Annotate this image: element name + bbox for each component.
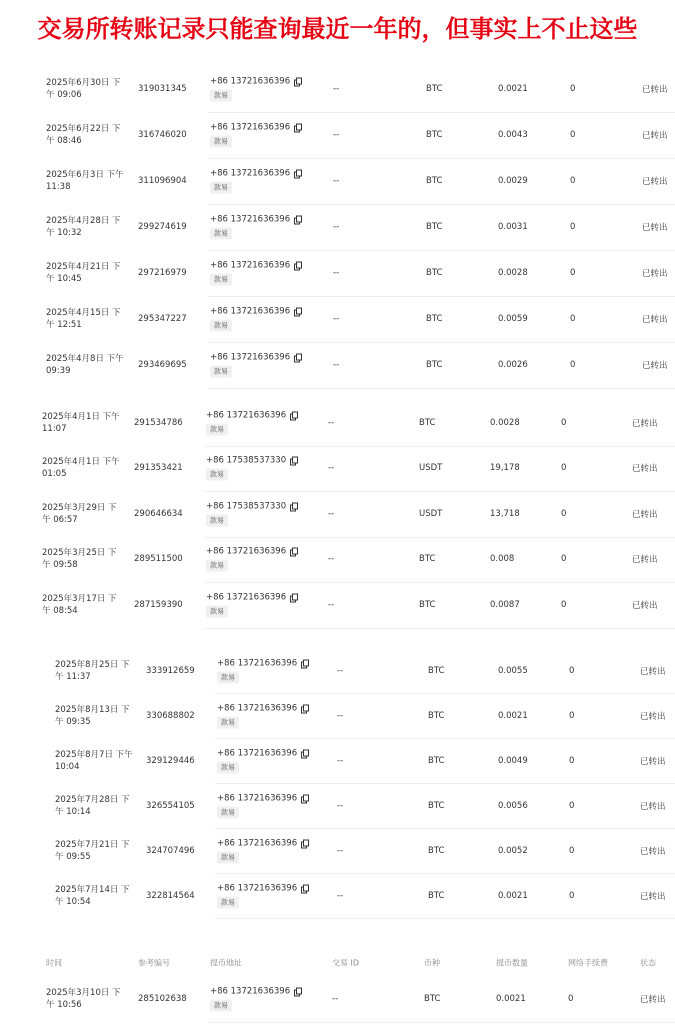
table-row (0, 693, 675, 738)
row-status: 已转出 (632, 555, 658, 565)
address-line (217, 658, 307, 668)
copy-icon[interactable] (290, 457, 296, 465)
row-address (217, 748, 307, 773)
row-fee: 0 (561, 463, 567, 473)
address-line (217, 703, 307, 713)
address-phone: +86 13721636396 (210, 168, 291, 178)
row-time: 2025年4月1日 下午01:05 (42, 457, 120, 479)
row-status: 已转出 (642, 130, 668, 141)
row-amount: 0.0021 (496, 993, 526, 1004)
row-time: 2025年4月8日 下午09:39 (46, 353, 124, 376)
row-status: 已转出 (632, 600, 658, 611)
address-tag: 款易 (206, 560, 228, 572)
table-row (0, 648, 675, 693)
address-phone: +86 13721636396 (210, 76, 291, 86)
address-phone: +86 13721636396 (210, 352, 291, 362)
row-fee: 0 (570, 267, 576, 278)
row-coin: BTC (428, 665, 445, 676)
row-transaction-id: -- (337, 665, 344, 676)
address-tag: 款易 (217, 761, 239, 773)
row-amount: 0.0021 (498, 710, 528, 721)
row-transaction-id: -- (337, 890, 344, 901)
address-line (217, 793, 307, 803)
row-transaction-id: -- (332, 993, 339, 1004)
row-amount: 0.0028 (490, 417, 520, 428)
row-reference-id: 326554105 (146, 800, 195, 811)
row-status: 已转出 (640, 994, 666, 1005)
row-coin: BTC (426, 129, 443, 140)
address-tag: 款易 (210, 227, 232, 239)
table-header (0, 953, 675, 973)
row-status: 已转出 (632, 509, 658, 520)
row-status: 已转出 (642, 360, 668, 371)
row-coin: BTC (428, 845, 445, 856)
row-transaction-id: -- (333, 221, 340, 232)
address-tag: 款易 (210, 999, 232, 1011)
address-line (210, 76, 300, 86)
address-tag: 款易 (210, 89, 232, 101)
row-coin: BTC (426, 175, 443, 186)
row-reference-id: 316746020 (138, 129, 187, 140)
row-address (206, 592, 296, 617)
title-banner: 交易所转账记录只能查询最近一年的，但事实上不止这些 (37, 14, 638, 43)
row-reference-id: 295347227 (138, 313, 187, 324)
address-line (210, 214, 300, 224)
row-reference-id: 290646634 (134, 508, 183, 519)
address-tag: 款易 (217, 716, 239, 728)
address-phone: +86 13721636396 (217, 793, 298, 803)
row-transaction-id: -- (337, 710, 344, 721)
row-status: 已转出 (632, 418, 658, 429)
row-fee: 0 (569, 890, 575, 901)
row-transaction-id: -- (328, 508, 335, 519)
table-row (0, 976, 675, 1021)
address-phone: +86 13721636396 (210, 306, 291, 316)
table-row (0, 873, 675, 918)
row-address (217, 703, 307, 728)
row-status: 已转出 (642, 84, 668, 95)
address-line (210, 986, 300, 996)
row-address (210, 168, 300, 193)
address-line (210, 168, 300, 178)
address-phone: +86 13721636396 (217, 883, 298, 893)
table-row (0, 537, 675, 582)
row-amount: 0.008 (490, 554, 515, 564)
row-transaction-id: -- (333, 359, 340, 370)
row-address (206, 501, 296, 526)
address-tag: 款易 (210, 319, 232, 331)
address-line (206, 547, 296, 557)
row-status: 已转出 (642, 314, 668, 325)
row-fee: 0 (569, 710, 575, 721)
row-fee: 0 (561, 599, 567, 610)
row-address (206, 547, 296, 572)
copy-icon[interactable] (301, 839, 307, 847)
row-address (206, 410, 296, 435)
row-time: 2025年4月15日 下午 12:51 (46, 307, 121, 330)
row-transaction-id: -- (337, 845, 344, 856)
table-row (0, 204, 675, 249)
row-fee: 0 (570, 359, 576, 370)
row-transaction-id: -- (328, 554, 335, 564)
copy-icon[interactable] (294, 261, 300, 269)
row-time: 2025年3月29日 下午 06:57 (42, 502, 117, 525)
row-coin: BTC (428, 710, 445, 721)
row-coin: USDT (419, 463, 443, 473)
table-row (0, 783, 675, 828)
row-address (210, 352, 300, 377)
row-transaction-id: -- (328, 463, 335, 473)
header-status: 状态 (640, 958, 656, 968)
header-amount: 提币数量 (496, 958, 528, 968)
row-amount: 0.0029 (498, 175, 528, 186)
row-status: 已转出 (640, 756, 666, 767)
row-reference-id: 289511500 (134, 554, 183, 564)
address-tag: 款易 (210, 181, 232, 193)
row-coin: BTC (426, 221, 443, 232)
copy-icon[interactable] (301, 794, 307, 802)
row-reference-id: 322814564 (146, 890, 195, 901)
row-reference-id: 319031345 (138, 83, 187, 94)
row-reference-id: 291534786 (134, 417, 183, 428)
header-txid: 交易 ID (332, 958, 360, 968)
table-row (0, 582, 675, 627)
row-amount: 0.0087 (490, 599, 520, 610)
row-transaction-id: -- (333, 175, 340, 186)
row-reference-id: 293469695 (138, 359, 187, 370)
row-coin: BTC (419, 417, 436, 428)
copy-icon[interactable] (290, 502, 296, 510)
row-address (206, 456, 296, 481)
address-line (217, 883, 307, 893)
row-reference-id: 285102638 (138, 993, 187, 1004)
copy-icon[interactable] (294, 987, 300, 995)
row-status: 已转出 (640, 846, 666, 857)
copy-icon[interactable] (301, 884, 307, 892)
header-time: 时间 (46, 958, 62, 968)
row-coin: BTC (426, 313, 443, 324)
row-coin: BTC (419, 554, 436, 564)
row-fee: 0 (569, 845, 575, 856)
row-address (210, 76, 300, 101)
row-coin: BTC (424, 993, 441, 1004)
table-row (0, 446, 675, 491)
copy-icon[interactable] (301, 749, 307, 757)
address-line (206, 456, 296, 466)
copy-icon[interactable] (294, 169, 300, 177)
row-address (217, 658, 307, 683)
row-coin: BTC (428, 890, 445, 901)
address-tag: 款易 (210, 135, 232, 147)
copy-icon[interactable] (294, 215, 300, 223)
row-address (210, 122, 300, 147)
row-time: 2025年3月25日 下午 09:58 (42, 548, 117, 570)
address-line (217, 748, 307, 758)
address-tag: 款易 (206, 469, 228, 481)
row-status: 已转出 (640, 801, 666, 812)
copy-icon[interactable] (290, 548, 296, 556)
row-reference-id: 287159390 (134, 599, 183, 610)
row-fee: 0 (569, 755, 575, 766)
address-tag: 款易 (217, 671, 239, 683)
row-divider (208, 1022, 675, 1023)
row-time: 2025年7月21日 下午 09:55 (55, 839, 130, 862)
row-time: 2025年4月21日 下午 10:45 (46, 261, 121, 284)
table-row (0, 491, 675, 536)
row-time: 2025年4月28日 下午 10:32 (46, 215, 121, 238)
address-line (206, 501, 296, 511)
row-reference-id: 324707496 (146, 845, 195, 856)
row-status: 已转出 (640, 891, 666, 902)
row-fee: 0 (561, 417, 567, 428)
copy-icon[interactable] (301, 704, 307, 712)
table-row (0, 158, 675, 203)
row-transaction-id: -- (333, 83, 340, 94)
row-status: 已转出 (642, 176, 668, 187)
row-time: 2025年6月3日 下午11:38 (46, 169, 124, 192)
row-amount: 13,718 (490, 508, 520, 519)
address-line (206, 592, 296, 602)
row-coin: BTC (419, 599, 436, 610)
row-transaction-id: -- (337, 800, 344, 811)
row-time: 2025年3月10日 下午 10:56 (46, 987, 121, 1010)
row-reference-id: 299274619 (138, 221, 187, 232)
row-fee: 0 (570, 129, 576, 140)
row-status: 已转出 (632, 464, 658, 474)
row-reference-id: 330688802 (146, 710, 195, 721)
row-amount: 0.0028 (498, 267, 528, 278)
address-tag: 款易 (206, 423, 228, 435)
address-phone: +86 13721636396 (217, 748, 298, 758)
table-row (0, 828, 675, 873)
row-transaction-id: -- (328, 599, 335, 610)
address-phone: +86 13721636396 (206, 546, 287, 557)
address-line (217, 838, 307, 848)
address-phone: +86 13721636396 (217, 838, 298, 848)
table-row (0, 738, 675, 783)
table-row (0, 66, 675, 111)
row-divider (208, 388, 675, 389)
row-divider (215, 918, 675, 919)
address-phone: +86 13721636396 (206, 410, 287, 420)
header-fee: 网络手续费 (568, 958, 608, 968)
row-address (217, 883, 307, 908)
row-transaction-id: -- (333, 313, 340, 324)
row-status: 已转出 (640, 666, 666, 677)
row-coin: BTC (428, 800, 445, 811)
header-coin: 币种 (424, 958, 440, 968)
address-line (206, 410, 296, 420)
row-fee: 0 (570, 313, 576, 324)
address-phone: +86 17538537330 (206, 501, 287, 511)
row-coin: BTC (426, 83, 443, 94)
address-phone: +86 13721636396 (210, 214, 291, 224)
row-amount: 0.0026 (498, 359, 528, 370)
row-time: 2025年7月14日 下午 10:54 (55, 884, 130, 907)
row-divider (204, 628, 675, 629)
row-time: 2025年8月25日 下午 11:37 (55, 659, 130, 682)
row-amount: 19,178 (490, 463, 520, 473)
row-fee: 0 (561, 554, 567, 564)
header-ref: 参考编号 (138, 958, 170, 968)
table-row (0, 342, 675, 387)
copy-icon[interactable] (294, 123, 300, 131)
row-time: 2025年8月13日 下午 09:35 (55, 704, 130, 727)
row-amount: 0.0056 (498, 800, 528, 811)
row-fee: 0 (569, 665, 575, 676)
copy-icon[interactable] (294, 77, 300, 85)
row-transaction-id: -- (328, 417, 335, 428)
row-fee: 0 (570, 221, 576, 232)
row-address (210, 260, 300, 285)
address-phone: +86 13721636396 (217, 703, 298, 713)
row-address (210, 214, 300, 239)
row-fee: 0 (570, 175, 576, 186)
row-address (217, 793, 307, 818)
row-reference-id: 333912659 (146, 665, 195, 676)
row-amount: 0.0052 (498, 845, 528, 856)
address-tag: 款易 (206, 605, 228, 617)
address-line (210, 306, 300, 316)
row-time: 2025年3月17日 下午 08:54 (42, 593, 117, 616)
address-phone: +86 13721636396 (210, 986, 291, 996)
table-row (0, 296, 675, 341)
row-transaction-id: -- (333, 129, 340, 140)
row-coin: USDT (419, 508, 443, 519)
address-phone: +86 17538537330 (206, 455, 287, 466)
copy-icon[interactable] (294, 307, 300, 315)
address-tag: 款易 (217, 851, 239, 863)
row-amount: 0.0021 (498, 890, 528, 901)
row-amount: 0.0031 (498, 221, 528, 232)
row-amount: 0.0049 (498, 755, 528, 766)
row-status: 已转出 (640, 711, 666, 722)
row-amount: 0.0021 (498, 83, 528, 94)
address-tag: 款易 (217, 806, 239, 818)
row-status: 已转出 (642, 268, 668, 279)
address-phone: +86 13721636396 (210, 122, 291, 132)
address-phone: +86 13721636396 (206, 592, 287, 602)
row-status: 已转出 (642, 222, 668, 233)
address-phone: +86 13721636396 (217, 658, 298, 668)
row-reference-id: 311096904 (138, 175, 187, 186)
row-coin: BTC (426, 359, 443, 370)
row-time: 2025年6月22日 下午 08:46 (46, 123, 121, 146)
row-reference-id: 291353421 (134, 463, 183, 473)
row-transaction-id: -- (333, 267, 340, 278)
header-address: 提币地址 (210, 958, 242, 968)
row-time: 2025年8月7日 下午10:04 (55, 749, 133, 772)
address-phone: +86 13721636396 (210, 260, 291, 270)
row-transaction-id: -- (337, 755, 344, 766)
row-reference-id: 329129446 (146, 755, 195, 766)
row-fee: 0 (561, 508, 567, 519)
address-line (210, 122, 300, 132)
row-address (210, 306, 300, 331)
address-tag: 款易 (217, 896, 239, 908)
address-line (210, 352, 300, 362)
row-coin: BTC (428, 755, 445, 766)
row-amount: 0.0059 (498, 313, 528, 324)
copy-icon[interactable] (290, 593, 296, 601)
row-time: 2025年6月30日 下午 09:06 (46, 77, 121, 100)
table-row (0, 112, 675, 157)
row-amount: 0.0043 (498, 129, 528, 140)
row-time: 2025年7月28日 下午 10:14 (55, 794, 130, 817)
row-fee: 0 (570, 83, 576, 94)
copy-icon[interactable] (301, 659, 307, 667)
row-reference-id: 297216979 (138, 267, 187, 278)
row-address (217, 838, 307, 863)
row-address (210, 986, 300, 1011)
row-amount: 0.0055 (498, 665, 528, 676)
address-tag: 款易 (210, 365, 232, 377)
table-row (0, 400, 675, 445)
table-row (0, 250, 675, 295)
row-coin: BTC (426, 267, 443, 278)
address-tag: 款易 (206, 514, 228, 526)
copy-icon[interactable] (294, 353, 300, 361)
address-line (210, 260, 300, 270)
copy-icon[interactable] (290, 411, 296, 419)
row-time: 2025年4月1日 下午11:07 (42, 411, 120, 434)
address-tag: 款易 (210, 273, 232, 285)
row-fee: 0 (569, 800, 575, 811)
row-fee: 0 (568, 993, 574, 1004)
